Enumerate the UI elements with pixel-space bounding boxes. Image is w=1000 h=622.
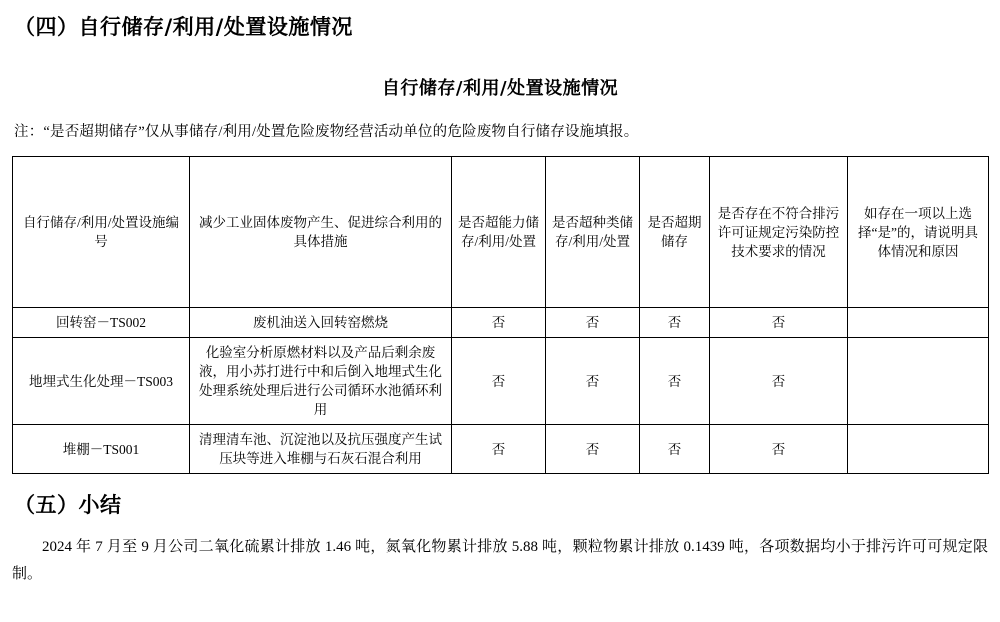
column-header-over-type: 是否超种类储存/利用/处置 [546, 157, 640, 308]
column-header-non-compliance: 是否存在不符合排污许可证规定污染防控技术要求的情况 [710, 157, 848, 308]
cell-facility-no: 地埋式生化处理－TS003 [13, 338, 190, 425]
table-title: 自行储存/利用/处置设施情况 [381, 78, 619, 99]
cell-over-capacity: 否 [452, 425, 546, 474]
summary-paragraph: 2024 年 7 月至 9 月公司二氧化硫累计排放 1.46 吨，氮氧化物累计排放 5.88 吨，颗粒物累计排放 0.1439 吨，各项数据均小于排污许可可规定限制。 [12, 539, 988, 582]
table-header-row [13, 157, 989, 308]
cell-measures: 废机油送入回转窑燃烧 [190, 308, 452, 338]
cell-non-compliance: 否 [710, 308, 848, 338]
table-row [13, 425, 989, 474]
section-heading: （四）自行储存/利用/处置设施情况 [14, 15, 353, 39]
facility-table [12, 156, 989, 474]
cell-over-type: 否 [546, 338, 640, 425]
table-row [13, 308, 989, 338]
cell-measures: 化验室分析原燃材料以及产品后剩余废液，用小苏打进行中和后倒入地埋式生化处理系统处理后进行公司循环水池循环利用 [190, 338, 452, 425]
cell-over-period: 否 [640, 338, 710, 425]
column-header-measures: 减少工业固体废物产生、促进综合利用的具体措施 [190, 157, 452, 308]
cell-facility-no: 回转窑－TS002 [13, 308, 190, 338]
cell-non-compliance: 否 [710, 425, 848, 474]
table-note: 注：“是否超期储存”仅从事储存/利用/处置危险废物经营活动单位的危险废物自行储存设施填报。 [14, 124, 639, 140]
cell-measures: 清理清车池、沉淀池以及抗压强度产生试压块等进入堆棚与石灰石混合利用 [190, 425, 452, 474]
document-page [0, 10, 1000, 622]
cell-over-capacity: 否 [452, 338, 546, 425]
summary-heading: （五）小结 [14, 493, 122, 517]
cell-facility-no: 堆棚－TS001 [13, 425, 190, 474]
cell-explanation [848, 425, 989, 474]
cell-explanation [848, 338, 989, 425]
cell-explanation [848, 308, 989, 338]
cell-over-capacity: 否 [452, 308, 546, 338]
table-row [13, 338, 989, 425]
cell-over-type: 否 [546, 425, 640, 474]
column-header-over-period: 是否超期储存 [640, 157, 710, 308]
column-header-facility-no: 自行储存/利用/处置设施编号 [13, 157, 190, 308]
cell-over-period: 否 [640, 425, 710, 474]
column-header-over-capacity: 是否超能力储存/利用/处置 [452, 157, 546, 308]
column-header-explanation: 如存在一项以上选择“是”的，请说明具体情况和原因 [848, 157, 989, 308]
cell-non-compliance: 否 [710, 338, 848, 425]
cell-over-period: 否 [640, 308, 710, 338]
cell-over-type: 否 [546, 308, 640, 338]
